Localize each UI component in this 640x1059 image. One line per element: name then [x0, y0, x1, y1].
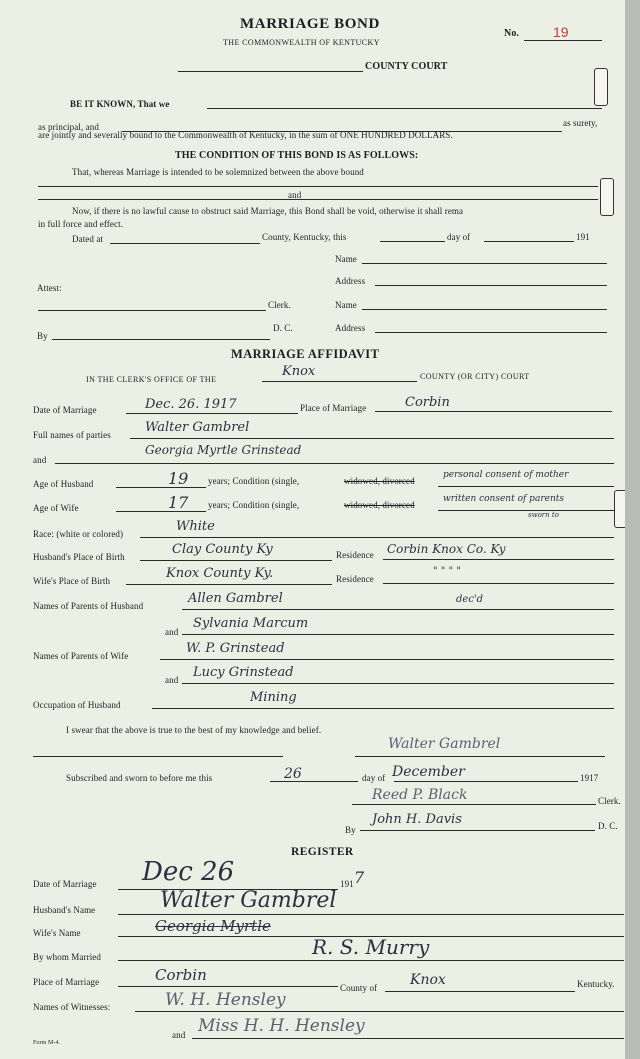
register-place-line [118, 986, 338, 987]
county-kentucky-this: County, Kentucky, this [262, 232, 347, 242]
register-year-value: 191 [340, 879, 354, 889]
bond-and: and [288, 190, 302, 200]
deputy-signature-line [360, 830, 595, 831]
age-husband-struck: widowed, divorced [344, 476, 415, 486]
register-by-whom-value: R. S. Murry [312, 935, 430, 959]
register-husband-label: Husband's Name [33, 905, 96, 915]
register-witnesses-and: and [172, 1030, 186, 1040]
name-2-line [362, 309, 607, 310]
register-place-value: Corbin [155, 966, 207, 984]
affidavit-clerk-label: Clerk. [598, 796, 621, 806]
father-husband-line [182, 609, 614, 610]
affidavit-dc-label: D. C. [598, 821, 618, 831]
wife-birth-label: Wife's Place of Birth [33, 576, 111, 586]
age-wife-value: 17 [168, 493, 189, 512]
sub-day-value: 26 [284, 766, 302, 782]
binder-tab-top [594, 68, 608, 106]
place-of-marriage-label: Place of Marriage [300, 403, 367, 413]
clerk-line [38, 310, 266, 311]
clerk-signature: Reed P. Black [372, 787, 468, 803]
name-2-label: Name [335, 300, 357, 310]
swear-line-left [33, 756, 283, 757]
principals-line [207, 108, 602, 109]
age-wife-condition: years; Condition (single, [208, 500, 300, 510]
by-label: By [37, 331, 48, 341]
binder-tab-middle [600, 178, 614, 216]
address-1-line [375, 285, 607, 286]
wife-condition-note: written consent of parents [443, 494, 564, 504]
register-by-whom-label: By whom Married [33, 952, 101, 962]
deputy-signature: John H. Davis [372, 812, 462, 827]
age-husband-line [116, 487, 206, 488]
now-if-text: Now, if there is no lawful cause to obstruct said Marriage, this Bond shall be void, otherwise it shall rema [72, 206, 464, 216]
full-force-text: in full force and effect. [38, 219, 124, 229]
age-husband-value: 19 [168, 469, 189, 488]
clerk-label: Clerk. [268, 300, 291, 310]
mother-wife-value: Lucy Grinstead [193, 665, 294, 680]
register-witness-1: W. H. Hensley [165, 990, 286, 1010]
parties-and-label: and [33, 455, 47, 465]
occupation-value: Mining [250, 690, 297, 705]
dated-at-line [110, 243, 260, 244]
condition-heading: THE CONDITION OF THIS BOND IS AS FOLLOWS: [175, 150, 419, 161]
register-witness-2: Miss H. H. Hensley [198, 1016, 365, 1036]
sub-month-value: December [392, 764, 465, 780]
parents-husband-label: Names of Parents of Husband [33, 601, 144, 611]
register-date-label: Date of Marriage [33, 879, 97, 889]
bond-subtitle: THE COMMONWEALTH OF KENTUCKY [223, 38, 380, 47]
husband-birth-label: Husband's Place of Birth [33, 552, 125, 562]
mother-husband-and: and [165, 627, 179, 637]
by-line [52, 339, 270, 340]
wife-birth-line [126, 584, 332, 585]
be-it-known: BE IT KNOWN, That we [70, 99, 170, 109]
day-line [380, 241, 445, 242]
clerk-office-label: IN THE CLERK'S OFFICE OF THE [86, 375, 217, 384]
wife-residence-value: " " " " [433, 566, 461, 577]
affidavit-heading: MARRIAGE AFFIDAVIT [231, 347, 380, 361]
bound-line-1 [38, 186, 598, 187]
place-of-marriage-line [375, 411, 612, 412]
whereas-text: That, whereas Marriage is intended to be solemnized between the above bound [72, 167, 364, 177]
bound-text: are jointly and severally bound to the Commonwealth of Kentucky, in the sum of ONE HUNDRED DOLLARS. [38, 130, 453, 140]
occupation-label: Occupation of Husband [33, 700, 121, 710]
swear-text: I swear that the above is true to the best of my knowledge and belief. [66, 725, 322, 735]
bound-line-2 [38, 199, 598, 200]
wife-condition-note-2: sworn to [528, 511, 559, 519]
husband-residence-value: Corbin Knox Co. Ky [387, 542, 506, 556]
bond-title: MARRIAGE BOND [240, 16, 380, 32]
father-husband-note: dec'd [456, 594, 484, 605]
father-husband-value: Allen Gambrel [188, 591, 283, 606]
parents-wife-label: Names of Parents of Wife [33, 651, 129, 661]
day-of: day of [447, 232, 471, 242]
register-witness-2-line [192, 1038, 624, 1039]
clerk-signature-line [352, 804, 596, 805]
register-date-value: Dec 26 [142, 857, 235, 887]
dc-label: D. C. [273, 323, 293, 333]
affidavit-county-court: COUNTY (OR CITY) COURT [420, 372, 530, 381]
date-of-marriage-label: Date of Marriage [33, 405, 97, 415]
register-husband-value: Walter Gambrel [160, 888, 337, 913]
bond-no-label: No. [504, 28, 520, 39]
affiant-signature-line [355, 756, 605, 757]
mother-wife-line [182, 683, 614, 684]
subscribed-text: Subscribed and sworn to before me this [66, 773, 213, 783]
as-surety: as surety, [563, 118, 598, 128]
age-husband-label: Age of Husband [33, 479, 94, 489]
register-heading: REGISTER [291, 846, 354, 858]
wife-residence-label: Residence [336, 574, 374, 584]
register-husband-line [118, 914, 624, 915]
age-wife-label: Age of Wife [33, 503, 79, 513]
party-2-value: Georgia Myrtle Grinstead [145, 443, 302, 457]
mother-wife-and: and [165, 675, 179, 685]
husband-condition-line [438, 486, 614, 487]
race-label: Race: (white or colored) [33, 529, 124, 539]
register-wife-label: Wife's Name [33, 928, 81, 938]
county-line [178, 71, 363, 72]
mother-husband-value: Sylvania Marcum [193, 616, 309, 631]
sub-year-value: 1917 [580, 773, 599, 783]
occupation-line [152, 708, 614, 709]
affiant-signature: Walter Gambrel [388, 736, 501, 752]
party-1-value: Walter Gambrel [145, 420, 250, 435]
name-1-label: Name [335, 254, 357, 264]
date-of-marriage-value: Dec. 26. 1917 [145, 397, 237, 412]
party-2-line [55, 463, 614, 464]
race-value: White [176, 519, 215, 534]
as-principal: as principal, and [38, 122, 99, 132]
husband-birth-value: Clay County Ky [172, 542, 273, 557]
place-of-marriage-value: Corbin [405, 395, 450, 410]
register-place-label: Place of Marriage [33, 977, 100, 987]
age-husband-condition: years; Condition (single, [208, 476, 300, 486]
wife-birth-value: Knox County Ky. [166, 566, 274, 581]
register-county-line [385, 991, 575, 992]
register-by-whom-line [118, 960, 624, 961]
address-2-label: Address [335, 323, 366, 333]
register-county-value: Knox [410, 972, 446, 988]
register-witness-1-line [135, 1011, 624, 1012]
father-wife-value: W. P. Grinstead [186, 641, 285, 656]
month-line [484, 241, 574, 242]
date-of-marriage-line [126, 413, 298, 414]
father-wife-line [160, 659, 614, 660]
bond-no-line [524, 40, 602, 41]
wife-residence-line [383, 583, 614, 584]
register-year-suffix: 7 [354, 868, 365, 887]
age-wife-line [116, 511, 206, 512]
register-kentucky: Kentucky. [577, 979, 615, 989]
wife-condition-line [438, 510, 614, 511]
name-1-line [362, 263, 607, 264]
county-court-label: COUNTY COURT [365, 61, 448, 72]
affidavit-county-line [262, 381, 417, 382]
mother-husband-line [182, 634, 614, 635]
register-witnesses-label: Names of Witnesses: [33, 1002, 111, 1012]
register-wife-value: Georgia Myrtle [155, 917, 271, 935]
year-191: 191 [576, 232, 590, 242]
affidavit-county-value: Knox [282, 364, 316, 379]
party-1-line [130, 438, 614, 439]
form-number: Form M-4. [33, 1040, 61, 1046]
husband-residence-label: Residence [336, 550, 374, 560]
sub-month-line [394, 781, 578, 782]
age-wife-struck: widowed, divorced [344, 500, 415, 510]
address-1-label: Address [335, 276, 366, 286]
sub-day-of: day of [362, 773, 386, 783]
dated-at: Dated at [72, 234, 104, 244]
husband-condition-note: personal consent of mother [443, 470, 569, 480]
race-line [140, 537, 614, 538]
husband-birth-line [140, 560, 332, 561]
husband-residence-line [383, 559, 614, 560]
attest-label: Attest: [37, 283, 62, 293]
full-names-label: Full names of parties [33, 430, 111, 440]
address-2-line [375, 332, 607, 333]
affidavit-by-label: By [345, 825, 356, 835]
page-stack-edge [625, 0, 640, 1059]
register-county-of: County of [340, 983, 378, 993]
bond-no-value: 19 [553, 24, 569, 40]
